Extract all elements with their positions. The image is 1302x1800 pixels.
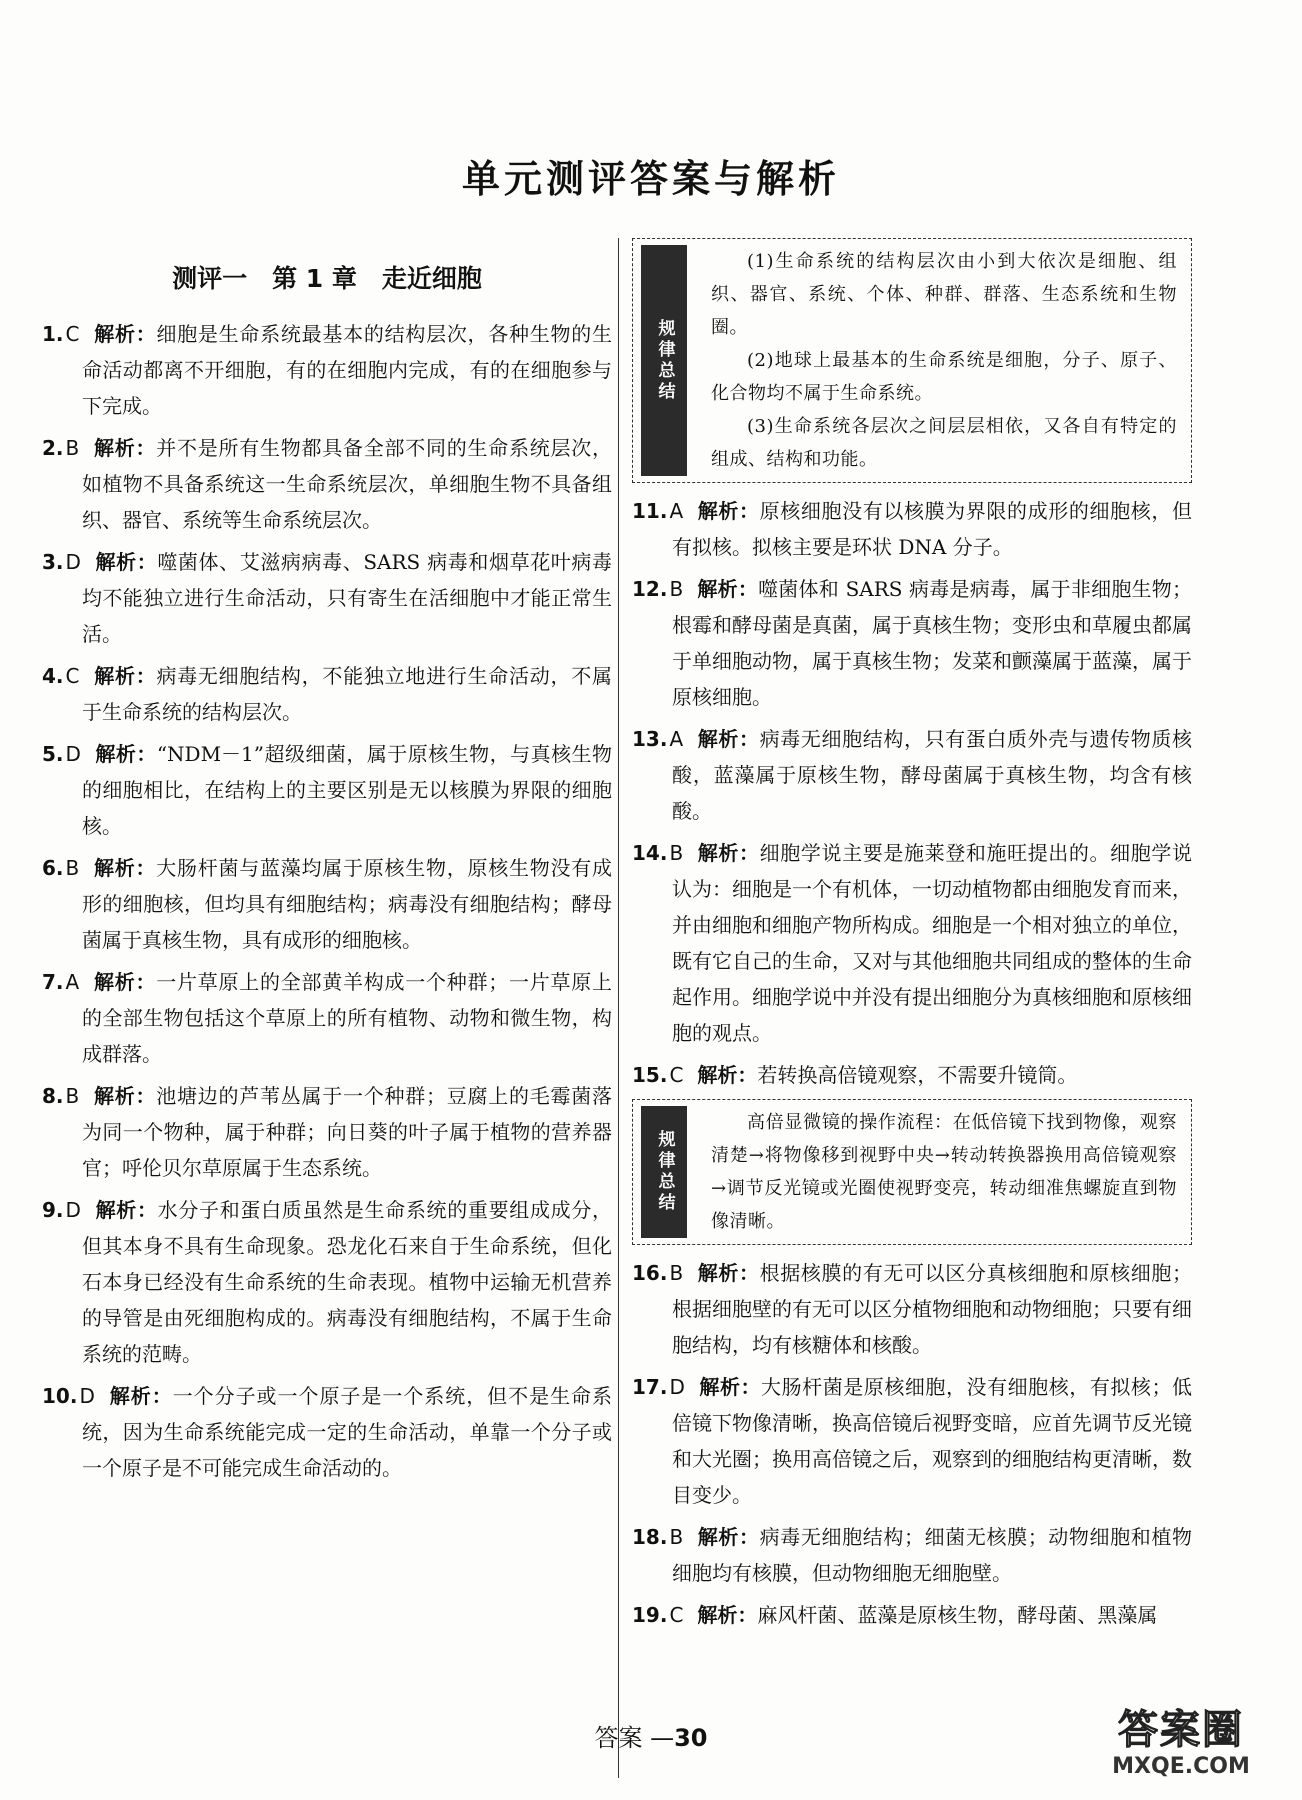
- rule-paragraph: 高倍显微镜的操作流程：在低倍镜下找到物像，观察清楚→将物像移到视野中央→转动转换器换用高倍镜观察→调节反光镜或光圈使视野变亮，转动细准焦螺旋直到物像清晰。: [711, 1112, 1177, 1232]
- jiexi-label: 解析：: [697, 1525, 760, 1549]
- footer-label: 答案: [594, 1724, 643, 1752]
- explanation-text: 噬菌体和 SARS 病毒是病毒，属于非细胞生物；根霉和酵母菌是真菌，属于真核生物；变形虫和草履虫都属于单细胞动物，属于真核生物；发菜和颤藻属于蓝藻，属于原核细胞。: [672, 577, 1192, 709]
- answer-item: [42, 544, 612, 652]
- jiexi-label: 解析：: [697, 1261, 760, 1285]
- explanation-text: 一个分子或一个原子是一个系统，但不是生命系统，因为生命系统能完成一定的生命活动，单靠一个分子或一个原子是不可能完成生命活动的。: [82, 1384, 612, 1480]
- answer-item: [42, 1378, 612, 1486]
- question-number: 18.: [632, 1525, 668, 1549]
- jiexi-label: 解析：: [94, 550, 158, 574]
- explanation-text: 大肠杆菌是原核细胞，没有细胞核，有拟核；低倍镜下物像清晰，换高倍镜后视野变暗，应首先调节反光镜和大光圈；换用高倍镜之后，观察到的细胞结构更清晰，数目变少。: [672, 1375, 1193, 1507]
- answer-letter: C: [669, 1063, 684, 1087]
- section-title: 测评一 第 1 章 走近细胞: [172, 264, 482, 293]
- explanation-text: 细胞学说主要是施莱登和施旺提出的。细胞学说认为：细胞是一个有机体，一切动植物都由细胞发育而来，并由细胞和细胞产物所构成。细胞是一个相对独立的单位，既有它自己的生命，又对与其他细胞共同组成的整体的生命起作用。细胞学说中并没有提出细胞分为真核细胞和原核细胞的观点。: [672, 841, 1193, 1045]
- question-number: 9.: [42, 1198, 64, 1222]
- answer-letter: A: [65, 970, 80, 994]
- rule-summary-text: [711, 1106, 1177, 1238]
- jiexi-label: 解析：: [93, 970, 157, 994]
- jiexi-label: 解析：: [94, 1198, 158, 1222]
- explanation-text: 水分子和蛋白质虽然是生命系统的重要组成成分，但其本身不具有生命现象。恐龙化石来自于生命系统，但化石本身已经没有生命系统的生命表现。植物中运输无机营养的导管是由死细胞构成的。病毒没有细胞结构，不属于生命系统的范畴。: [82, 1198, 613, 1366]
- rule-summary-tag: 规律总结: [641, 245, 687, 476]
- watermark-url: MXQE.COM: [1112, 1754, 1250, 1779]
- answer-letter: B: [669, 577, 684, 601]
- answer-item: [42, 316, 612, 424]
- answer-item: [632, 1519, 1192, 1591]
- jiexi-label: 解析：: [697, 577, 759, 601]
- explanation-text: 并不是所有生物都具备全部不同的生命系统层次，如植物不具备系统这一生命系统层次，单细胞生物不具备组织、器官、系统等生命系统层次。: [82, 436, 612, 532]
- answer-letter: C: [65, 664, 80, 688]
- question-number: 10.: [42, 1384, 78, 1408]
- answer-letter: B: [669, 841, 684, 865]
- question-number: 15.: [632, 1063, 668, 1087]
- jiexi-label: 解析：: [93, 322, 157, 346]
- rule-paragraph: (1)生命系统的结构层次由小到大依次是细胞、组织、器官、系统、个体、种群、群落、生态系统和生物圈。: [711, 251, 1177, 338]
- jiexi-label: 解析：: [697, 1603, 758, 1627]
- jiexi-label: 解析：: [93, 664, 157, 688]
- jiexi-label: 解析：: [698, 1375, 762, 1399]
- column-divider: [618, 238, 619, 1778]
- rule-summary-tag: 规律总结: [641, 1106, 687, 1238]
- answer-item: [42, 1192, 612, 1372]
- explanation-text: 细胞是生命系统最基本的结构层次，各种生物的生命活动都离不开细胞，有的在细胞内完成，有的在细胞参与下完成。: [82, 322, 613, 418]
- jiexi-label: 解析：: [93, 436, 157, 460]
- question-number: 8.: [42, 1084, 64, 1108]
- question-number: 2.: [42, 436, 64, 460]
- answer-item: [42, 658, 612, 730]
- answer-letter: A: [669, 727, 684, 751]
- answer-letter: A: [669, 499, 684, 523]
- rule-summary-text: [711, 245, 1177, 476]
- answer-letter: B: [669, 1525, 684, 1549]
- answer-item: [42, 736, 612, 844]
- answer-letter: D: [65, 1198, 81, 1222]
- explanation-text: 病毒无细胞结构，不能独立地进行生命活动，不属于生命系统的结构层次。: [82, 664, 613, 724]
- jiexi-label: 解析：: [108, 1384, 173, 1408]
- explanation-text: 大肠杆菌与蓝藻均属于原核生物，原核生物没有成形的细胞核，但均具有细胞结构；病毒没有细胞结构；酵母菌属于真核生物，具有成形的细胞核。: [82, 856, 612, 952]
- page-title: 单元测评答案与解析: [461, 157, 840, 201]
- answer-item: [632, 571, 1192, 715]
- answer-item: [42, 430, 612, 538]
- answer-item: [632, 1057, 1192, 1093]
- answer-letter: D: [669, 1375, 685, 1399]
- question-number: 6.: [42, 856, 64, 880]
- explanation-text: 原核细胞没有以核膜为界限的成形的细胞核，但有拟核。拟核主要是环状 DNA 分子。: [672, 499, 1193, 559]
- question-number: 5.: [42, 742, 64, 766]
- answer-list-left: [42, 316, 612, 1486]
- watermark-main: 答案圈: [1118, 1707, 1244, 1753]
- jiexi-label: 解析：: [93, 1084, 157, 1108]
- question-number: 1.: [42, 322, 64, 346]
- jiexi-label: 解析：: [94, 742, 157, 766]
- answer-letter: D: [79, 1384, 95, 1408]
- answer-letter: B: [65, 1084, 80, 1108]
- question-number: 11.: [632, 499, 668, 523]
- jiexi-label: 解析：: [93, 856, 157, 880]
- answer-item: [632, 1597, 1192, 1633]
- answer-item: [632, 1255, 1192, 1363]
- answer-item: [42, 1078, 612, 1186]
- page-number: 30: [674, 1724, 708, 1752]
- question-number: 13.: [632, 727, 668, 751]
- jiexi-label: 解析：: [697, 1063, 758, 1087]
- question-number: 16.: [632, 1261, 668, 1285]
- explanation-text: 噬菌体、艾滋病病毒、SARS 病毒和烟草花叶病毒均不能独立进行生命活动，只有寄生在活细胞中才能正常生活。: [82, 550, 612, 646]
- question-number: 14.: [632, 841, 668, 865]
- rule-summary-box-1: [632, 238, 1192, 483]
- jiexi-label: 解析：: [697, 499, 760, 523]
- jiexi-label: 解析：: [697, 727, 760, 751]
- rule-paragraph: (3)生命系统各层次之间层层相依，又各自有特定的组成、结构和功能。: [711, 416, 1177, 470]
- explanation-text: 麻风杆菌、蓝藻是原核生物，酵母菌、黑藻属: [757, 1603, 1158, 1627]
- answer-item: [42, 964, 612, 1072]
- rule-summary-box-2: [632, 1099, 1192, 1245]
- answer-item: [632, 721, 1192, 829]
- answer-item: [632, 493, 1192, 565]
- question-number: 19.: [632, 1603, 668, 1627]
- explanation-text: 病毒无细胞结构，只有蛋白质外壳与遗传物质核酸，蓝藻属于原核生物，酵母菌属于真核生物，均含有核酸。: [672, 727, 1193, 823]
- answer-list-right-b: [632, 1255, 1192, 1633]
- left-column: [42, 262, 612, 1492]
- answer-letter: D: [65, 550, 81, 574]
- explanation-text: 根据核膜的有无可以区分真核细胞和原核细胞；根据细胞壁的有无可以区分植物细胞和动物细胞；只要有细胞结构，均有核糖体和核酸。: [672, 1261, 1193, 1357]
- answer-item: [632, 835, 1192, 1051]
- question-number: 7.: [42, 970, 64, 994]
- jiexi-label: 解析：: [697, 841, 760, 865]
- answer-letter: C: [65, 322, 80, 346]
- question-number: 12.: [632, 577, 668, 601]
- answer-item: [42, 850, 612, 958]
- answer-letter: B: [669, 1261, 684, 1285]
- answer-letter: B: [65, 436, 80, 460]
- question-number: 3.: [42, 550, 64, 574]
- right-column: [632, 238, 1192, 1639]
- question-number: 17.: [632, 1375, 668, 1399]
- explanation-text: 病毒无细胞结构；细菌无核膜；动物细胞和植物细胞均有核膜，但动物细胞无细胞壁。: [672, 1525, 1193, 1585]
- question-number: 4.: [42, 664, 64, 688]
- rule-paragraph: (2)地球上最基本的生命系统是细胞，分子、原子、化合物均不属于生命系统。: [711, 350, 1177, 404]
- answer-letter: B: [65, 856, 80, 880]
- explanation-text: 若转换高倍镜观察，不需要升镜筒。: [757, 1063, 1078, 1087]
- explanation-text: 一片草原上的全部黄羊构成一个种群；一片草原上的全部生物包括这个草原上的所有植物、动物和微生物，构成群落。: [82, 970, 613, 1066]
- answer-item: [632, 1369, 1192, 1513]
- answer-letter: D: [65, 742, 81, 766]
- explanation-text: “NDM－1”超级细菌，属于原核生物，与真核生物的细胞相比，在结构上的主要区别是无以核膜为界限的细胞核。: [82, 742, 613, 838]
- answer-letter: C: [669, 1603, 684, 1627]
- explanation-text: 池塘边的芦苇丛属于一个种群；豆腐上的毛霉菌落为同一个物种，属于种群；向日葵的叶子属于植物的营养器官；呼伦贝尔草原属于生态系统。: [82, 1084, 612, 1180]
- answer-list-right-a: [632, 493, 1192, 1093]
- watermark-logo: [1086, 1706, 1276, 1790]
- footer-dash: —: [650, 1724, 675, 1752]
